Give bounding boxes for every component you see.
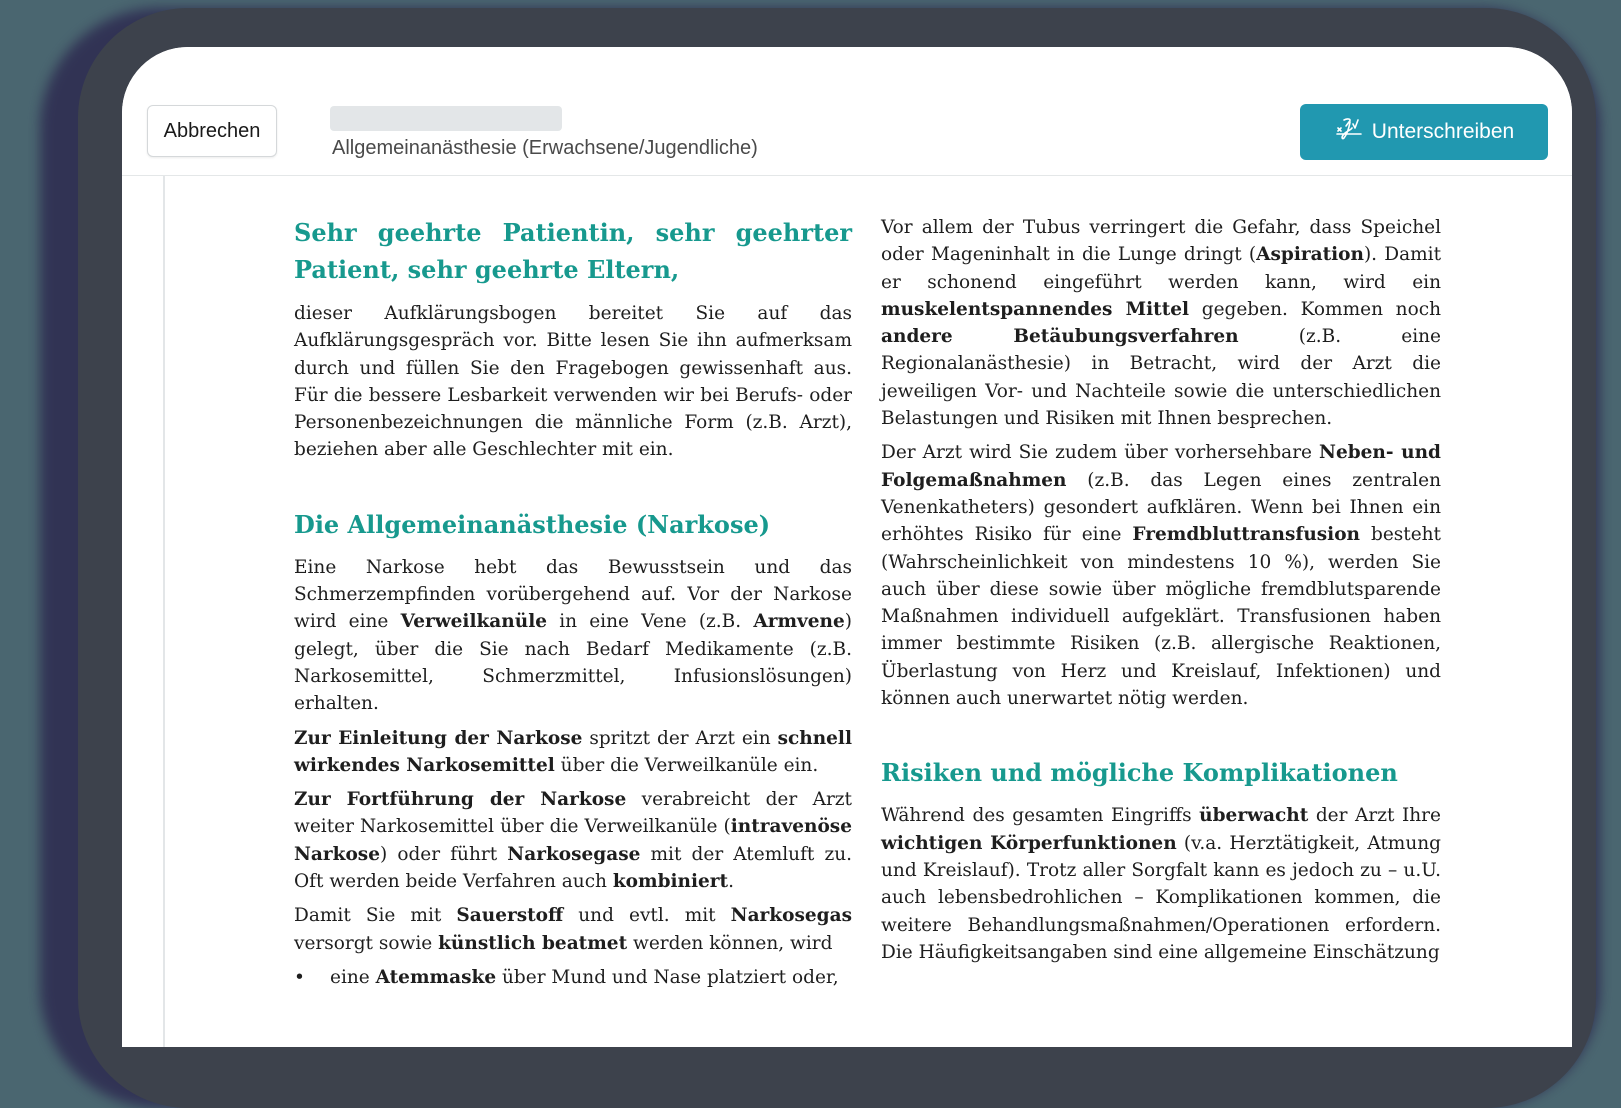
- section-heading-anesthesia: Die Allgemeinanästhesie (Narkose): [294, 509, 771, 539]
- paragraph-tubus: Vor allem der Tubus verringert die Gefahr, dass Speichel oder Mageninhalt in die Lunge dringt (Aspiration). Damit er schonend eingeführt werden kann, wird ein muskelentspannendes Mittel gegeben. Kommen noch andere Betäubungsverfahren (z.B. eine Regionalanästhesie) in Betracht, wird der Arzt die jeweiligen Vor- und Nachteile sowie die unterschiedlichen Belastungen und Risiken mit Ihnen besprechen.: [881, 217, 1442, 430]
- paragraph-folgemassnahmen: Der Arzt wird Sie zudem über vorhersehbare Neben- und Folgemaßnahmen (z.B. das Legen eines zentralen Venenkatheters) gesondert aufklären. Wenn bei Ihnen ein erhöhtes Risiko für eine Fremdbluttransfusion besteht (Wahrscheinlichkeit von mindestens 10 %), werden Sie auch über diese sowie über mögliche fremdblutsparende Maßnahmen individuell aufgeklärt. Transfusionen haben immer bestimmte Risiken (z.B. allergische Reaktionen, Überlastung von Herz und Kreislauf, Infektionen) und können auch unerwartet nötig werden.: [881, 442, 1441, 710]
- sign-button[interactable]: [1300, 104, 1548, 160]
- paragraph-einleitung: Zur Einleitung der Narkose spritzt der Arzt ein schnell wirkendes Narkosemittel über die Verweilkanüle ein.: [294, 727, 852, 776]
- paragraph-beatmung: Damit Sie mit Sauerstoff und evtl. mit Narkosegas versorgt sowie künstlich beatmet werden können, wird: [294, 905, 852, 954]
- document-column-right: [881, 214, 1441, 973]
- paragraph-narkose-intro: Eine Narkose hebt das Bewusstsein und das Schmerzempfinden vorübergehend auf. Vor der Narkose wird eine Verweilkanüle in eine Vene (z.B. Armvene) gelegt, über die Sie nach Bedarf Medikamente (z.B. Narkosemittel, Schmerzmittel, Infusionslösungen) erhalten.: [294, 556, 852, 715]
- list-item: • eine Atemmaske über Mund und Nase platziert oder,: [294, 964, 852, 991]
- sign-button-label: Unterschreiben: [1371, 120, 1515, 143]
- cancel-button[interactable]: [147, 105, 277, 157]
- paragraph-risiken: Während des gesamten Eingriffs überwacht der Arzt Ihre wichtigen Körperfunktionen (v.a. Herztätigkeit, Atmung und Kreislauf). Trotz aller Sorgfalt kann es jedoch zu – u.U. auch lebensbedrohlichen – Komplikationen kommen, die weitere Behandlungsmaßnahmen/Operationen erfordern. Die Häufigkeitsangaben sind eine allgemeine Einschätzung: [881, 805, 1441, 963]
- document-title: Allgemeinanästhesie (Erwachsene/Jugendliche): [332, 137, 758, 159]
- app-screen: [122, 47, 1572, 1047]
- cancel-button-label: Abbrechen: [163, 119, 261, 142]
- paragraph-fortfuehrung: Zur Fortführung der Narkose verabreicht der Arzt weiter Narkosemittel über die Verweilkanüle (intravenöse Narkose) oder führt Narkosegase mit der Atemluft zu. Oft werden beide Verfahren auch kombiniert.: [294, 789, 853, 893]
- document-column-left: [294, 214, 852, 991]
- document-viewer[interactable]: [122, 176, 1572, 1047]
- intro-paragraph: dieser Aufklärungsbogen bereitet Sie auf das Aufklärungsgespräch vor. Bitte lesen Sie ihn aufmerksam durch und füllen Sie den Fragebogen gewissenhaft aus. Für die bessere Lesbarkeit verwenden wir bei Berufs- oder Personenbezeichnungen die männliche Form (z.B. Arzt), beziehen aber alle Geschlechter mit ein.: [294, 303, 852, 461]
- bullet-icon: •: [294, 966, 305, 988]
- signature-icon: [1334, 114, 1364, 150]
- document-toolbar: [122, 47, 1572, 176]
- patient-name-placeholder: [330, 106, 562, 131]
- greeting-heading: Sehr geehrte Patientin, sehr geehrter Patient, sehr geehrte Eltern,: [294, 218, 852, 284]
- page-edge-divider: [163, 176, 165, 1047]
- section-heading-risks: Risiken und mögliche Komplikationen: [881, 758, 1398, 788]
